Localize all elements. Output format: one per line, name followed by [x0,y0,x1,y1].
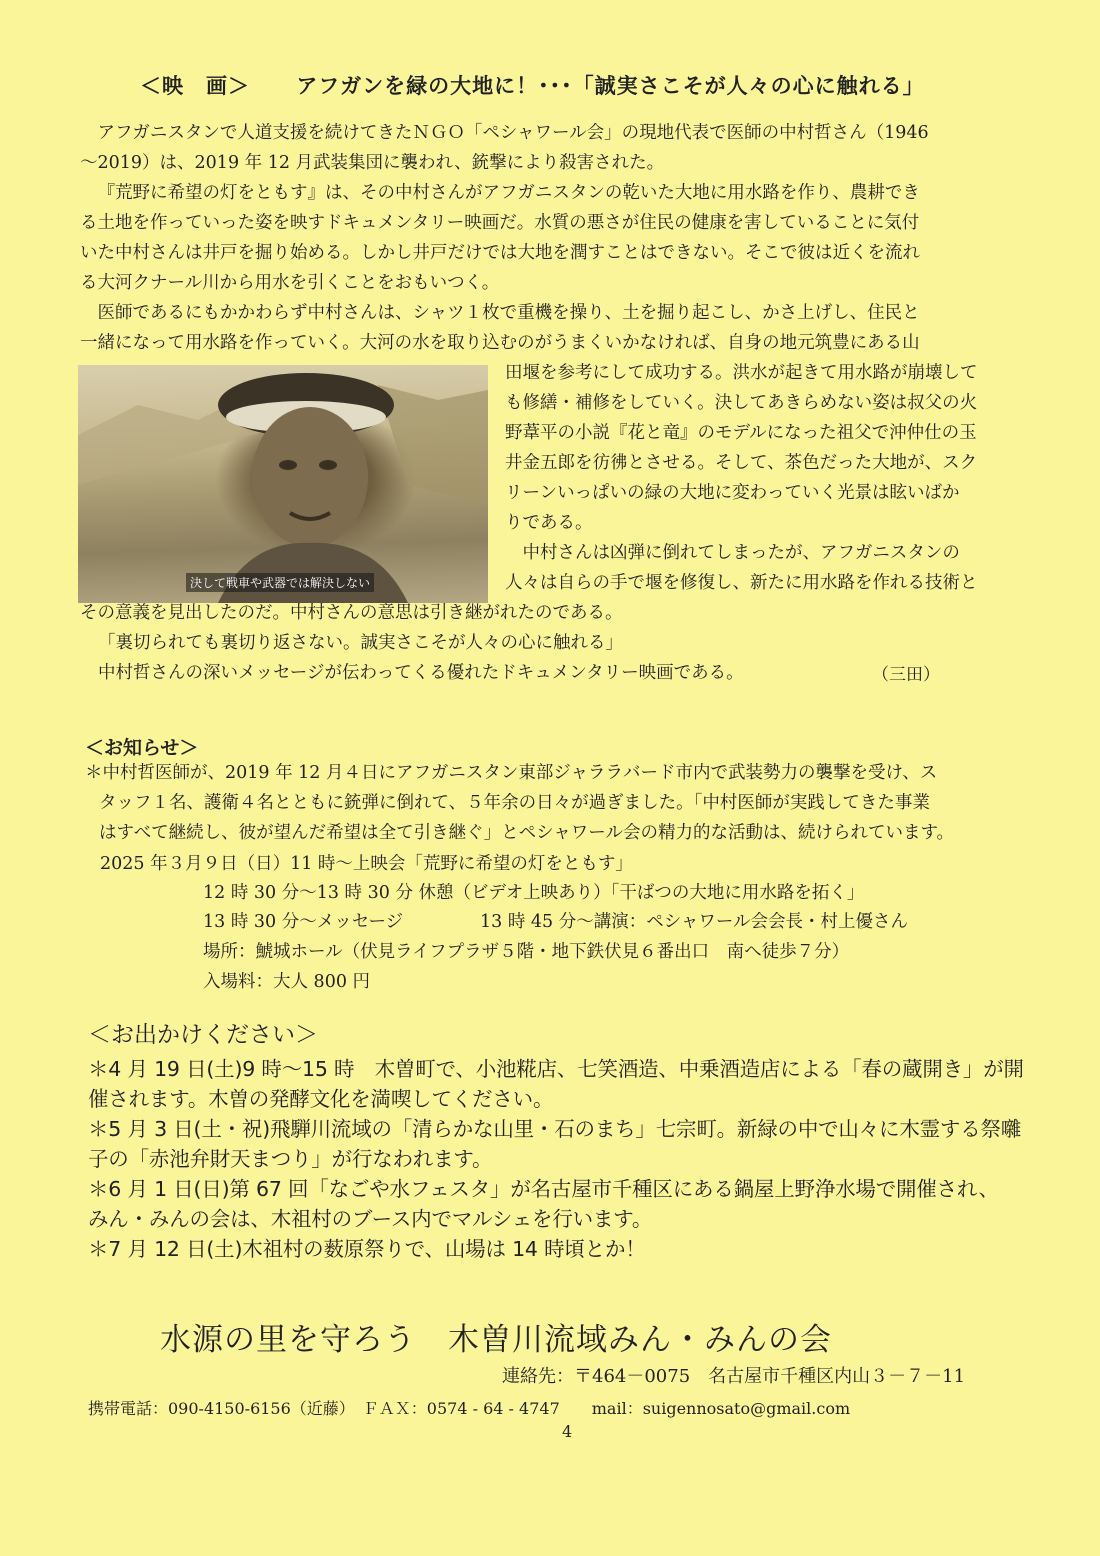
list-item: みん・みんの会は、木祖村のブース内でマルシェを行います。 [88,1207,653,1231]
movie-quote: 「裏切られても裏切り返さない。誠実さこそが人々の心に触れる」 [98,633,623,653]
author-signature: （三田） [872,665,940,685]
organization-name: 水源の里を守ろう 木曽川流域みん・みんの会 [160,1322,832,1358]
event-fee: 入場料：大人 800 円 [203,972,371,992]
notice-body [85,758,1035,848]
text-line: る土地を作っていった姿を映すドキュメンタリー映画だ。水質の悪さが住民の健康を害していることに気付 [80,213,920,233]
text-line: る大河クナール川から用水を引くことをおもいつく。 [80,273,500,293]
event-break: 12 時 30 分～13 時 30 分 休憩（ビデオ上映あり）「干ばつの大地に用水路を拓く」 [203,883,865,903]
event-date: 2025 年３月９日（日）11 時～上映会「荒野に希望の灯をともす」 [100,854,633,874]
movie-wrapped-text [505,358,1035,598]
event-message: 13 時 30 分～メッセージ [203,912,404,932]
text-line: いた中村さんは井戸を掘り始める。しかし井戸だけでは大地を潤すことはできない。そこで彼は近くを流れ [80,243,920,263]
text-line: アフガニスタンで人道支援を続けてきたＮＧＯ「ペシャワール会」の現地代表で医師の中村哲さん（1946 [97,123,929,143]
photo-caption: 決して戦車や武器では解決しない [186,573,374,592]
list-item: 子の「赤池弁財天まつり」が行なわれます。 [88,1147,493,1171]
text-line: 医師であるにもかかわらず中村さんは、シャツ１枚で重機を操り、土を掘り起こし、かさ上げし、住民と [97,303,920,323]
list-item: ＊4 月 19 日(土)9 時～15 時 木曽町で、小池糀店、七笑酒造、中乗酒造店による「春の蔵開き」が開 [88,1057,1024,1081]
movie-paragraph-1 [80,118,1035,178]
list-item: ＊5 月 3 日(土・祝)飛騨川流域の「清らかな山里・石のまち」七宗町。新緑の中で山々に木霊する祭囃 [88,1117,1022,1141]
movie-tag: ＜映 画＞ [140,73,250,98]
text-line: 中村さんは凶弾に倒れてしまったが、アフガニスタンの [505,543,960,563]
list-item: ＊7 月 12 日(土)木祖村の薮原祭りで、山場は 14 時頃とか！ [88,1237,646,1261]
movie-paragraph-3 [80,298,1035,358]
text-line: 田堰を参考にして成功する。洪水が起きて用水路が崩壊して [505,363,978,383]
text-line: 『荒野に希望の灯をともす』は、その中村さんがアフガニスタンの乾いた大地に用水路を作り、農耕でき [97,183,920,203]
text-line: 人々は自らの手で堰を修復し、新たに用水路を作れる技術と [505,573,978,593]
movie-title: アフガンを緑の大地に！･･･「誠実さこそが人々の心に触れる」 [296,73,925,98]
movie-heading [140,70,960,100]
text-line: リーンいっぱいの緑の大地に変わっていく光景は眩いばか [505,483,960,503]
text-line: 井金五郎を彷彿とさせる。そして、茶色だった大地が、スク [505,453,978,473]
text-line: ～2019）は、2019 年 12 月武装集団に襲われ、銃撃により殺害された。 [80,153,665,173]
photo-illustration [78,365,488,603]
outings-title: ＜お出かけください＞ [88,1022,318,1048]
text-line: も修繕・補修をしていく。決してあきらめない姿は叔父の火 [505,393,978,413]
text-line: その意義を見出したのだ。中村さんの意思は引き継がれたのである。 [80,603,623,623]
page-number: 4 [562,1422,573,1441]
movie-paragraph-4 [80,598,1035,628]
text-line: 野葦平の小説『花と竜』のモデルになった祖父で沖仲仕の玉 [505,423,977,443]
movie-paragraph-2 [80,178,1035,298]
contact-phone-fax-mail: 携帯電話：090-4150-6156（近藤） ＦＡＸ：0574 - 64 - 4747 mail：suigennosato@gmail.com [88,1399,851,1418]
event-place: 場所：鯱城ホール（伏見ライフプラザ５階・地下鉄伏見６番出口 南へ徒歩７分） [203,942,850,962]
text-line: タッフ１名、護衛４名とともに銃弾に倒れて、５年余の日々が過ぎました。「中村医師が実践してきた事業 [99,793,930,813]
event-lecture: 13 時 45 分～講演：ペシャワール会会長・村上優さん [480,912,909,932]
nakamura-photo [78,365,488,603]
outings-list [88,1054,1048,1264]
contact-address: 連絡先：〒464－0075 名古屋市千種区内山３－７－11 [502,1366,966,1387]
list-item: ＊6 月 1 日(日)第 67 回「なごや水フェスタ」が名古屋市千種区にある鍋屋上野浄水場で開催され、 [88,1177,999,1201]
text-line: りである。 [505,513,593,533]
text-line: 一緒になって用水路を作っていく。大河の水を取り込むのがうまくいかなければ、自身の地元筑豊にある山 [80,333,920,353]
list-item: 催されます。木曽の発酵文化を満喫してください。 [88,1087,554,1111]
text-line: ＊中村哲医師が、2019 年 12 月４日にアフガニスタン東部ジャララバード市内で武装勢力の襲撃を受け、ス [85,763,938,783]
text-line: はすべて継続し、彼が望んだ希望は全て引き継ぐ」とペシャワール会の精力的な活動は、続けられています。 [99,823,955,843]
notice-title: ＜お知らせ＞ [85,737,199,759]
movie-closing: 中村哲さんの深いメッセージが伝わってくる優れたドキュメンタリー映画である。 [98,663,744,683]
